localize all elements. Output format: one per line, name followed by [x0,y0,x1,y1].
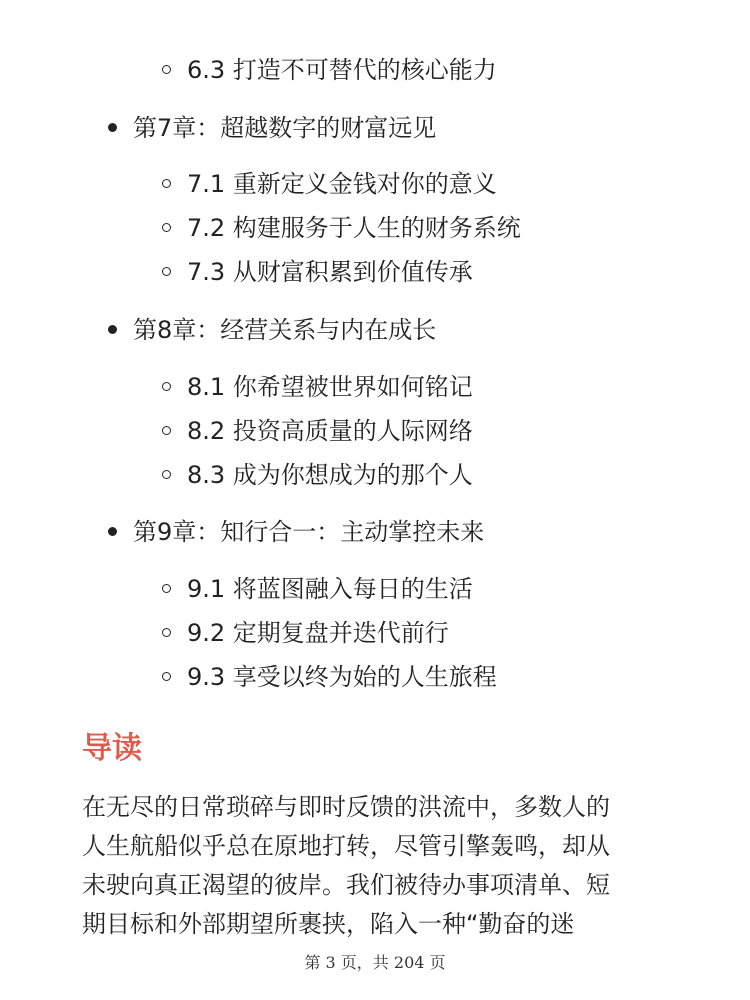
toc-item-7-2[interactable] [162,211,521,245]
toc-chapter-8[interactable] [108,313,436,347]
toc-chapter-label: 第9章：知行合一：主动掌控未来 [133,518,485,546]
toc-item-8-1[interactable] [162,370,473,404]
toc-item-label: 7.2 构建服务于人生的财务系统 [187,214,521,242]
toc-chapter-9[interactable] [108,515,484,549]
toc-chapter-label: 第8章：经营关系与内在成长 [133,316,437,344]
toc-item-label: 6.3 打造不可替代的核心能力 [187,56,497,84]
hollow-bullet-icon [162,179,171,188]
toc-item-label: 8.3 成为你想成为的那个人 [187,461,473,489]
toc-item-label: 9.2 定期复盘并迭代前行 [187,619,449,647]
toc-item-label: 9.3 享受以终为始的人生旅程 [187,663,497,691]
toc-item-6-3[interactable] [162,53,497,87]
hollow-bullet-icon [162,267,171,276]
page-number: 第 3 页，共 204 页 [304,953,446,972]
toc-item-9-2[interactable] [162,616,449,650]
toc-item-8-3[interactable] [162,458,473,492]
toc-item-8-2[interactable] [162,414,473,448]
hollow-bullet-icon [162,223,171,232]
toc-item-label: 8.1 你希望被世界如何铭记 [187,373,473,401]
toc-item-label: 8.2 投资高质量的人际网络 [187,417,473,445]
body-line: 在无尽的日常琐碎与即时反馈的洪流中，多数人的 [82,793,610,821]
toc-chapter-7[interactable] [108,111,436,145]
hollow-bullet-icon [162,426,171,435]
hollow-bullet-icon [162,382,171,391]
toc-item-label: 9.1 将蓝图融入每日的生活 [187,575,473,603]
toc-item-label: 7.1 重新定义金钱对你的意义 [187,170,497,198]
body-line: 未驶向真正渴望的彼岸。我们被待办事项清单、短 [82,871,610,899]
toc-item-label: 7.3 从财富积累到价值传承 [187,258,473,286]
body-line: 人生航船似乎总在原地打转，尽管引擎轰鸣，却从 [82,832,610,860]
section-heading: 导读 [82,731,142,766]
toc-item-7-3[interactable] [162,255,473,289]
hollow-bullet-icon [162,65,171,74]
section-body [82,788,672,944]
filled-bullet-icon [108,123,117,132]
filled-bullet-icon [108,325,117,334]
hollow-bullet-icon [162,470,171,479]
filled-bullet-icon [108,527,117,536]
hollow-bullet-icon [162,628,171,637]
hollow-bullet-icon [162,584,171,593]
body-line: 期目标和外部期望所裹挟，陷入一种“勤奋的迷 [82,910,575,938]
toc-item-7-1[interactable] [162,167,497,201]
hollow-bullet-icon [162,672,171,681]
toc-item-9-1[interactable] [162,572,473,606]
toc-item-9-3[interactable] [162,660,497,694]
toc-chapter-label: 第7章：超越数字的财富远见 [133,114,437,142]
